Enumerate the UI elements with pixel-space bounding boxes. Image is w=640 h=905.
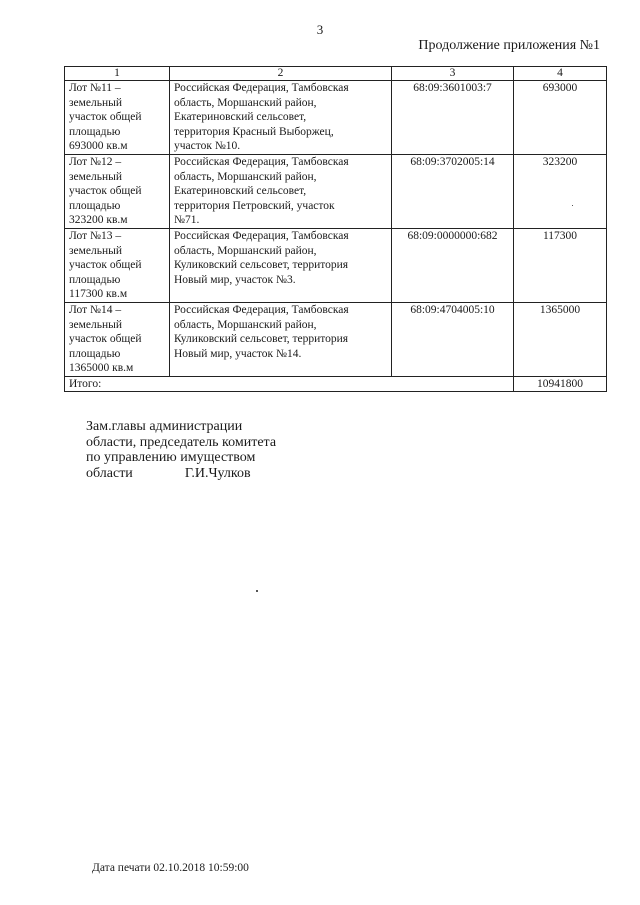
address-line: Новый мир, участок №3. [174, 273, 296, 286]
column-header: 2 [170, 67, 392, 81]
lot-cell [65, 228, 170, 302]
lot-cell [65, 302, 170, 376]
lot-line: Лот №11 – [69, 82, 121, 94]
lot-line: Лот №14 – [69, 303, 122, 316]
total-label: Итого: [65, 376, 514, 392]
signature-region: области [86, 465, 133, 481]
address-line: Екатериновский сельсовет, [174, 111, 307, 124]
lot-line: 693000 кв.м [69, 140, 128, 153]
lot-line: 117300 кв.м [69, 288, 128, 301]
scan-speck [256, 590, 258, 592]
address-line: область, Моршанский район, [174, 96, 317, 109]
lots-table [64, 66, 607, 392]
address-line: территория Красный Выборжец, [174, 125, 334, 138]
address-line: область, Моршанский район, [174, 318, 317, 331]
total-value: 10941800 [514, 376, 607, 392]
lot-line: площадью [69, 125, 121, 138]
lot-line: Лот №13 – [69, 229, 122, 242]
column-header: 4 [514, 67, 607, 81]
area-value: 1365000 [514, 302, 607, 376]
address-line: Куликовский сельсовет, территория [174, 333, 349, 346]
signature-block [86, 419, 276, 481]
address-line: Российская Федерация, Тамбовская [174, 303, 349, 316]
address-line: территория Петровский, участок [174, 199, 335, 212]
total-row [65, 376, 607, 392]
page-number: 3 [316, 22, 324, 37]
cadastral-number: 68:09:4704005:10 [392, 302, 514, 376]
print-date: Дата печати 02.10.2018 10:59:00 [92, 862, 249, 874]
lot-line: земельный [69, 170, 123, 183]
table-row [65, 154, 607, 228]
area-value: 117300 [514, 228, 607, 302]
area-value: 693000 [514, 81, 607, 155]
table-row [65, 302, 607, 376]
address-cell [170, 302, 392, 376]
column-header: 3 [392, 67, 514, 81]
address-cell [170, 81, 392, 155]
signature-line: области, председатель комитета [86, 434, 277, 450]
column-header: 1 [65, 67, 170, 81]
signature-line: по управлению имуществом [86, 450, 256, 465]
address-line: Российская Федерация, Тамбовская [174, 82, 349, 94]
lot-cell [65, 154, 170, 228]
lot-line: площадью [69, 347, 121, 360]
address-line: Российская Федерация, Тамбовская [174, 229, 349, 242]
lot-line: земельный [69, 244, 123, 257]
lot-line: участок общей [69, 111, 142, 124]
address-cell [170, 228, 392, 302]
address-line: Екатериновский сельсовет, [174, 185, 307, 198]
lot-line: 323200 кв.м [69, 214, 128, 227]
address-line: Куликовский сельсовет, территория [174, 259, 349, 272]
lot-line: Лот №12 – [69, 155, 122, 168]
table-row [65, 81, 607, 155]
address-cell [170, 154, 392, 228]
address-line: область, Моршанский район, [174, 244, 317, 257]
address-line: область, Моршанский район, [174, 170, 317, 183]
address-line: участок №10. [174, 140, 241, 153]
cadastral-number: 68:09:3702005:14 [392, 154, 514, 228]
table-header-row [65, 67, 607, 81]
cadastral-number: 68:09:0000000:682 [392, 228, 514, 302]
lot-line: земельный [69, 96, 123, 109]
lot-line: 1365000 кв.м [69, 362, 134, 375]
appendix-continuation: Продолжение приложения №1 [418, 38, 600, 53]
signature-line: Зам.главы администрации [86, 419, 243, 434]
lot-line: земельный [69, 318, 123, 331]
cadastral-number: 68:09:3601003:7 [392, 81, 514, 155]
lot-line: участок общей [69, 259, 142, 272]
address-line: Новый мир, участок №14. [174, 347, 302, 360]
lot-line: площадью [69, 199, 121, 212]
signatory-name: Г.И.Чулков [184, 465, 251, 481]
scan-speck [572, 205, 573, 206]
address-line: №71. [174, 214, 200, 227]
lot-line: участок общей [69, 185, 142, 198]
area-value: 323200 [514, 154, 607, 228]
signature-line [86, 466, 276, 482]
table-row [65, 228, 607, 302]
lot-cell [65, 81, 170, 155]
lot-line: площадью [69, 273, 121, 286]
address-line: Российская Федерация, Тамбовская [174, 155, 349, 168]
lot-line: участок общей [69, 333, 142, 346]
